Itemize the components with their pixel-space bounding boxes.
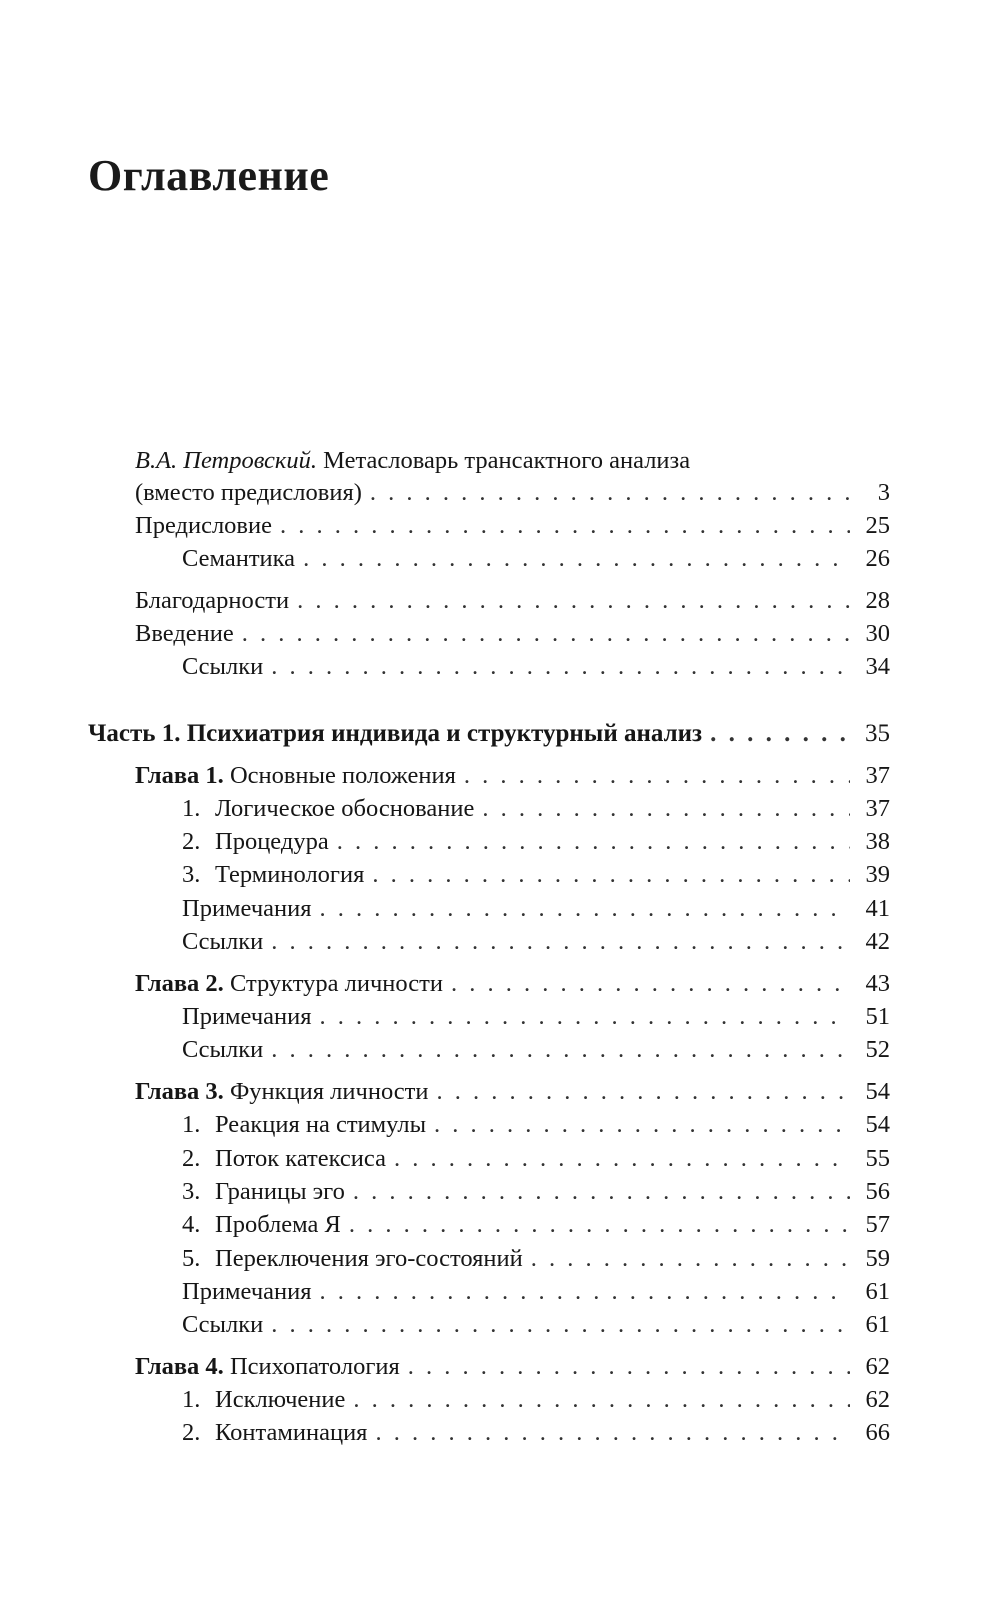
leader-dots bbox=[271, 653, 850, 681]
toc-label: Структура личности bbox=[229, 970, 443, 997]
leader-dots bbox=[372, 861, 850, 889]
toc-page-number: 35 bbox=[865, 720, 890, 747]
toc-label: Проблема Я bbox=[215, 1211, 341, 1238]
toc-entry-section[interactable] bbox=[182, 1111, 890, 1143]
toc-page-number: 57 bbox=[865, 1211, 890, 1238]
chapter-prefix: Глава 2. bbox=[135, 970, 224, 997]
toc-entry-part-1[interactable] bbox=[88, 720, 890, 752]
chapter-prefix: Глава 3. bbox=[135, 1078, 224, 1105]
toc-entry-section[interactable] bbox=[182, 1386, 890, 1418]
toc-page-number: 62 bbox=[865, 1386, 890, 1413]
toc-label: Контаминация bbox=[215, 1419, 368, 1446]
toc-entry-notes[interactable] bbox=[182, 1003, 890, 1035]
section-number: 2. bbox=[182, 1145, 201, 1172]
toc-entry-references[interactable] bbox=[182, 928, 890, 960]
chapter-prefix: Глава 4. bbox=[135, 1353, 224, 1380]
leader-dots bbox=[375, 1419, 850, 1447]
leader-dots bbox=[482, 795, 850, 823]
toc-label: Терминология bbox=[215, 861, 365, 888]
toc-label: (вместо предисловия) bbox=[135, 479, 362, 506]
leader-dots bbox=[271, 1311, 850, 1339]
toc-label: Реакция на стимулы bbox=[215, 1111, 427, 1138]
leader-dots bbox=[320, 895, 850, 923]
toc-label: Ссылки bbox=[182, 653, 264, 680]
toc-label: Часть 1. Психиатрия индивида и структурный анализ bbox=[88, 720, 703, 747]
leader-dots bbox=[271, 1036, 850, 1064]
toc-entry-notes[interactable] bbox=[182, 1278, 890, 1310]
toc-label: Границы эго bbox=[215, 1178, 345, 1205]
toc-author: В.А. Петровский. bbox=[135, 447, 318, 474]
toc-entry-references[interactable] bbox=[182, 1036, 890, 1068]
leader-dots bbox=[297, 587, 850, 615]
leader-dots bbox=[370, 479, 850, 507]
toc-entry-section[interactable] bbox=[182, 861, 890, 893]
toc-entry-chapter-1[interactable] bbox=[135, 762, 890, 794]
toc-entry-notes[interactable] bbox=[182, 895, 890, 927]
section-number: 1. bbox=[182, 1111, 201, 1138]
toc-entry-intro-references[interactable] bbox=[182, 653, 890, 685]
section-number: 5. bbox=[182, 1245, 201, 1272]
section-number: 4. bbox=[182, 1211, 201, 1238]
toc-page-number: 43 bbox=[865, 970, 890, 997]
toc-page-number: 39 bbox=[865, 861, 890, 888]
toc-page-number: 54 bbox=[865, 1078, 890, 1105]
section-number: 1. bbox=[182, 795, 201, 822]
leader-dots bbox=[353, 1386, 850, 1414]
toc-entry-section[interactable] bbox=[182, 1419, 890, 1451]
toc-entry-semantics[interactable] bbox=[182, 545, 890, 577]
toc-label: Примечания bbox=[182, 895, 312, 922]
toc-entry-section[interactable] bbox=[182, 795, 890, 827]
toc-label: Примечания bbox=[182, 1278, 312, 1305]
toc-page-number: 41 bbox=[865, 895, 890, 922]
toc-page-number: 38 bbox=[865, 828, 890, 855]
toc-label: Семантика bbox=[182, 545, 296, 572]
toc-entry-section[interactable] bbox=[182, 1178, 890, 1210]
leader-dots bbox=[280, 512, 850, 540]
toc-page-number: 54 bbox=[865, 1111, 890, 1138]
toc-label: Логическое обоснование bbox=[215, 795, 475, 822]
toc-label: Метасловарь трансактного анализа bbox=[323, 447, 691, 474]
leader-dots bbox=[353, 1178, 850, 1206]
chapter-prefix: Глава 1. bbox=[135, 762, 224, 789]
toc-entry-section[interactable] bbox=[182, 1211, 890, 1243]
leader-dots bbox=[303, 545, 850, 573]
leader-dots bbox=[434, 1111, 850, 1139]
leader-dots bbox=[337, 828, 850, 856]
toc-entry-chapter-2[interactable] bbox=[135, 970, 890, 1002]
leader-dots bbox=[451, 970, 850, 998]
toc-label: Психопатология bbox=[229, 1353, 400, 1380]
leader-dots bbox=[408, 1353, 850, 1381]
toc-label: Ссылки bbox=[182, 1036, 264, 1063]
toc-page-number: 51 bbox=[865, 1003, 890, 1030]
toc-label: Ссылки bbox=[182, 1311, 264, 1338]
toc-page-number: 37 bbox=[865, 795, 890, 822]
section-number: 1. bbox=[182, 1386, 201, 1413]
toc-entry-preface-author[interactable] bbox=[135, 479, 890, 511]
leader-dots bbox=[320, 1003, 850, 1031]
toc-page-number: 26 bbox=[865, 545, 890, 572]
toc-label: Примечания bbox=[182, 1003, 312, 1030]
toc-entry-foreword[interactable] bbox=[135, 512, 890, 544]
toc-label: Переключения эго-состояний bbox=[215, 1245, 523, 1272]
toc-entry-section[interactable] bbox=[182, 1245, 890, 1277]
toc-label: Исключение bbox=[215, 1386, 346, 1413]
toc-label: Поток катексиса bbox=[215, 1145, 386, 1172]
toc-label: Благодарности bbox=[135, 587, 290, 614]
toc-page-number: 62 bbox=[865, 1353, 890, 1380]
toc-entry-section[interactable] bbox=[182, 1145, 890, 1177]
toc-entry-preface-author-line1[interactable] bbox=[135, 447, 690, 475]
toc-label: Предисловие bbox=[135, 512, 272, 539]
section-number: 3. bbox=[182, 861, 201, 888]
section-number: 2. bbox=[182, 828, 201, 855]
toc-entry-references[interactable] bbox=[182, 1311, 890, 1343]
toc-label: Введение bbox=[135, 620, 234, 647]
toc-page-number: 3 bbox=[877, 479, 890, 506]
toc-page-number: 66 bbox=[865, 1419, 890, 1446]
section-number: 2. bbox=[182, 1419, 201, 1446]
toc-page-number: 25 bbox=[865, 512, 890, 539]
leader-dots bbox=[349, 1211, 850, 1239]
page-title: Оглавление bbox=[88, 151, 330, 200]
toc-page-number: 52 bbox=[865, 1036, 890, 1063]
leader-dots bbox=[531, 1245, 850, 1273]
toc-page-number: 34 bbox=[865, 653, 890, 680]
toc-entry-chapter-4[interactable] bbox=[135, 1353, 890, 1385]
leader-dots bbox=[710, 720, 850, 748]
toc-entry-introduction[interactable] bbox=[135, 620, 890, 652]
section-number: 3. bbox=[182, 1178, 201, 1205]
toc-page-number: 55 bbox=[865, 1145, 890, 1172]
toc-label: Основные положения bbox=[229, 762, 456, 789]
toc-page-number: 30 bbox=[865, 620, 890, 647]
toc-page-number: 56 bbox=[865, 1178, 890, 1205]
leader-dots bbox=[394, 1145, 850, 1173]
toc-entry-chapter-3[interactable] bbox=[135, 1078, 890, 1110]
toc-page-number: 37 bbox=[865, 762, 890, 789]
leader-dots bbox=[464, 762, 850, 790]
toc-label: Процедура bbox=[215, 828, 329, 855]
toc-page-number: 42 bbox=[865, 928, 890, 955]
leader-dots bbox=[320, 1278, 850, 1306]
toc-label: Ссылки bbox=[182, 928, 264, 955]
leader-dots bbox=[437, 1078, 851, 1106]
toc-page-number: 28 bbox=[865, 587, 890, 614]
toc-page-number: 61 bbox=[865, 1278, 890, 1305]
toc-page-number: 61 bbox=[865, 1311, 890, 1338]
toc-entry-section[interactable] bbox=[182, 828, 890, 860]
toc-entry-acknowledgements[interactable] bbox=[135, 587, 890, 619]
toc-page-number: 59 bbox=[865, 1245, 890, 1272]
leader-dots bbox=[271, 928, 850, 956]
toc-label: Функция личности bbox=[229, 1078, 429, 1105]
leader-dots bbox=[242, 620, 850, 648]
